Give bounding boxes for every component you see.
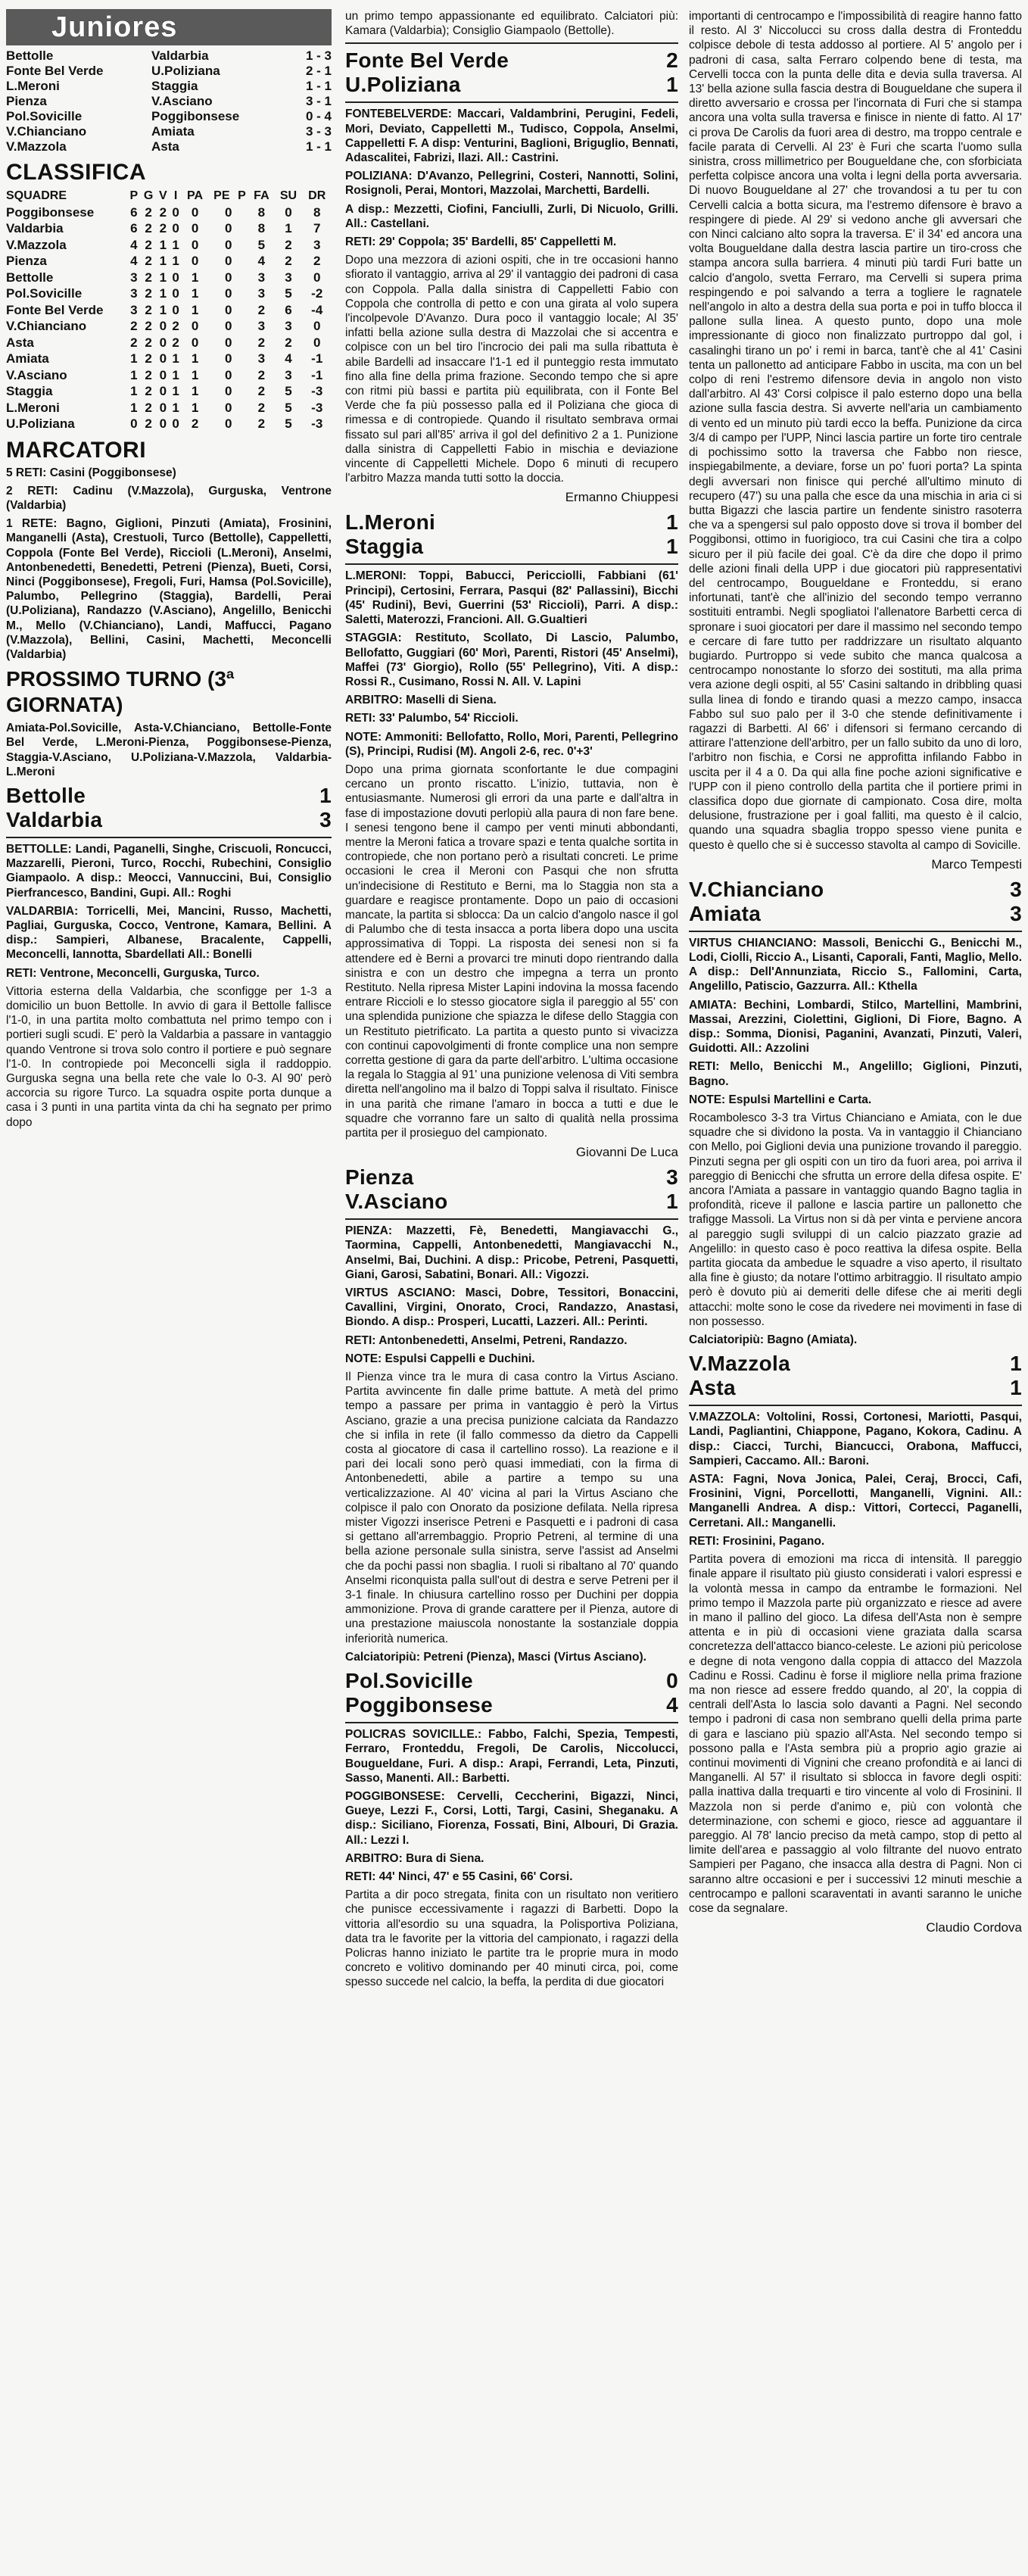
team-name: Staggia [6, 384, 53, 398]
match-report: Partita povera di emozioni ma ricca di intensità. Il pareggio finale appare il risultato più giusto considerati i valori espressi e la volontà messa in campo da entrambe le formazioni. Nel primo tempo il Mazzola parte più organizzato e riesce ad avere in mano il pallino del gioco. La difesa dell'Asta non è sempre attenta e in più di occasioni viene graziata dalla scarsa concretezza dell'attacco bianco-celeste. Le azioni più pericolose e degne di nota vengono dalla coppia di attacco del Mazzola Cadinu e Rossi. Cadinu è forse il migliore nella prima frazione ma non riesce ad essere freddo quando, al 20', la coppia di centrali dell'Asta lo lascia solo davanti a Pagni. Nel secondo tempo i padroni di casa non sembrano quelli della prima parte di gara e lasciano più spazio all'Asta. Nel secondo tempo si possono palla e l'Asta sembra più a proprio agio grazie ai continui movimenti di Vignini che creano profondità e ai lanci di Manganelli. Al 57' il risultato si sblocca in favore degli ospiti: palla inattiva dalla trequarti e tiro vincente al volo di Frosinini. Il Mazzola non si perde d'animo e, più con volontà che determinazione, con schemi e gioco, riesce ad agguantare il pareggio. Al 78' lancio preciso da metà campo, stop di petto al limite dell'area e passaggio al volo filtrante del nuovo entrato Sampieri per Pagano, che insacca alla destra di Pagni. Non ci saranno altre occasioni e per i successivi 12 minuti meschie a centrocampo e palloni scaraventati in avanti saranno le uniche cose da segnalare. [689, 1553, 1022, 1915]
stat-value: 0 [130, 416, 138, 431]
stat-value: -3 [311, 416, 323, 431]
standings-header: P [238, 189, 246, 202]
standings-title: CLASSIFICA [6, 160, 146, 185]
stat-value: 5 [285, 416, 292, 431]
stat-value: 4 [257, 254, 266, 268]
team-home: Fonte Bel Verde [345, 48, 509, 73]
standings-header: I [173, 189, 178, 202]
stat-value: 3 [257, 319, 266, 333]
goals: RETI: Mello, Benicchi M., Angelillo; Giglioni, Pinzuti, Bagno. [689, 1060, 1022, 1088]
stat-value: 3 [257, 286, 266, 301]
notes: NOTE: Espulsi Cappelli e Duchini. [345, 1352, 535, 1365]
team-name: Pienza [6, 254, 47, 268]
result-row [6, 64, 332, 79]
stat-value: 3 [257, 270, 266, 285]
standings-header: SQUADRE [6, 189, 67, 202]
stat-value: 0 [224, 221, 232, 235]
scorers-title: MARCATORI [6, 437, 147, 463]
stat-value: 1 [172, 237, 179, 252]
stat-value: 2 [145, 400, 152, 415]
lineup-away: AMIATA: Bechini, Lombardi, Stilco, Martellini, Mambrini, Massai, Arezzini, Ciolettini, Giglioni, Di Fiore, Bagno. A disp.: Somma, Dionisi, Paganini, Avanzati, Pinzuti, Valeri, Guidotti. All.: Azzolini [689, 998, 1022, 1056]
referee: ARBITRO: Bura di Siena. [345, 1851, 484, 1865]
match-header [345, 510, 678, 559]
stat-value: 0 [172, 286, 179, 301]
stat-value: 4 [130, 254, 138, 268]
divider [345, 563, 678, 565]
lineup-home: L.MERONI: Toppi, Babucci, Pericciolli, Fabbiani (61' Principi), Certosini, Ferrara, Pasqui (82' Pallassini), Bicchi (45' Rudini), Bevi, Guerrini (53' Riccioli), Parri. A disp.: Saletti, Materozzi, Francioni. All. G.Gualtieri [345, 569, 678, 627]
stat-value: 1 [191, 286, 199, 301]
stat-value: 0 [224, 416, 232, 431]
lineup-home: POLICRAS SOVICILLE.: Fabbo, Falchi, Spezia, Tempesti, Ferraro, Fronteddu, Fregoli, De Carolis, Niccolucci, Bougueldane, Furi. A disp.: Arapi, Ferrandi, Leta, Pinzuti, Sasso, Manenti. All.: Barbetti. [345, 1728, 678, 1785]
standings-header: PA [187, 189, 204, 202]
team-home: Pol.Sovicille [345, 1669, 473, 1693]
standings-row [6, 285, 332, 302]
stat-value: -2 [311, 286, 323, 301]
score-home: 3 [666, 1165, 678, 1190]
stat-value: 6 [285, 302, 292, 317]
stat-value: 2 [145, 254, 152, 268]
stat-value: 2 [145, 221, 152, 235]
referee: ARBITRO: Maselli di Siena. [345, 694, 497, 707]
standings-row [6, 237, 332, 254]
match-report: Il Pienza vince tra le mura di casa contro la Virtus Asciano. Partita avvincente fin dalle prime battute. A metà del primo tempo a passare per prima in vantaggio è però la Virtus Asciano, grazie a una precisa punizione calciata da Randazzo che si infila in rete (il fallo commesso da dietro da Cappelli costa al giocatore di casa il cartellino rosso). La reazione e il pari dei locali sono però quasi immediati, con la firma di Antonbenedetti, abile a partire a tempo su una verticalizzazione. Al 40' vicina al pari la Virtus Asciano che colpisce il palo con Onorato da posizione defilata. Nella ripresa mister Vigozzi inserisce Petreni e Pasquetti e i padroni di casa si gettano all'arrembaggio. Proprio Petreni, al termine di una bella azione personale sulla sinistra, serve l'assist ad Anselmi che da pochi passi non sbaglia. I ruoli si ribaltano al 70' quando Anselmi riconquista palla sull'out di destra e serve Petreni per il 3-1 finale. In chiusura cartellino rosso per Duchini per doppia ammonizione. Prova di grande carattere per il Pienza, autore di una prestazione maiuscola nonostante la sostanziale doppia inferiorità numerica. [345, 1371, 678, 1645]
stat-value: 1 [191, 302, 199, 317]
score-away: 3 [319, 807, 332, 831]
standings-header: SU [279, 189, 297, 202]
team-away: Poggibonsese [345, 1693, 493, 1717]
substitutes: A disp.: Mezzetti, Ciofini, Fanciulli, Zurli, Di Nicuolo, Grilli. All.: Castellani. [345, 202, 678, 230]
stat-value: 0 [159, 384, 167, 398]
standings-row [6, 270, 332, 286]
team-name: Poggibonsese [6, 204, 95, 220]
divider [689, 1405, 1022, 1406]
best-players: Calciatoripiù: Petreni (Pienza), Masci (Virtus Asciano). [345, 1650, 646, 1664]
stat-value: 2 [257, 384, 266, 398]
stat-value: -3 [311, 384, 323, 398]
stat-value: 0 [191, 319, 199, 333]
stat-value: 2 [145, 286, 152, 301]
score: 1 - 3 [305, 48, 332, 63]
author: Marco Tempesti [931, 856, 1022, 872]
standings-header: PE [213, 189, 230, 202]
stat-value: 2 [257, 400, 266, 415]
author: Ermanno Chiuppesi [565, 490, 678, 505]
divider [689, 931, 1022, 932]
stat-value: 5 [285, 384, 292, 398]
author: Claudio Cordova [926, 1920, 1022, 1935]
stat-value: 2 [130, 319, 138, 333]
divider [345, 1722, 678, 1723]
team-name: V.Asciano [6, 367, 67, 382]
stat-value: 0 [172, 204, 179, 220]
team-name: Amiata [6, 351, 49, 366]
notes: NOTE: Espulsi Martellini e Carta. [689, 1093, 872, 1106]
stat-value: 1 [130, 367, 138, 382]
result-row [6, 94, 332, 109]
team-away: U.Poliziana [345, 73, 461, 97]
lineup-home: PIENZA: Mazzetti, Fè, Benedetti, Mangiavacchi G., Taormina, Cappelli, Antonbenedetti, Mangiavacchi N., Anselmi, Bai, Duchini. A disp.: Pricobe, Petreni, Pasquetti, Giani, Garosi, Sabatini, Bonari. All.: Vigozzi. [345, 1224, 678, 1281]
stat-value: 0 [224, 319, 232, 333]
stat-value: 1 [130, 400, 138, 415]
stat-value: -4 [311, 302, 323, 317]
stat-value: 3 [257, 351, 266, 366]
match-report: Vittoria esterna della Valdarbia, che sconfigge per 1-3 a domicilio un buon Bettolle. In avvio di gara il Bettolle fallisce l'1-0, in una partita molto combattuta nel primo tempo con i portieri sugli scudi. E' però la Valdarbia a passare in vantaggio quando Ventrone si trova solo contro il portiere e può segnare l'1-0. In contropiede poi Meconcelli sigla il raddoppio. Gurguska segna una bella rete che vale lo 0-3. Al 90' però accorcia su rigore Turco. La squadra ospite porta dunque a casa i 3 punti in una partita vinta da chi ha segnato per primo dopo [6, 984, 332, 1129]
team-home: Fonte Bel Verde [6, 64, 104, 78]
goals: RETI: 29' Coppola; 35' Bardelli, 85' Cappelletti M. [345, 235, 617, 249]
lineup-home: V.MAZZOLA: Voltolini, Rossi, Cortonesi, Mariotti, Pasqui, Landi, Pagliantini, Chiappone, Pagano, Kokora, Cadinu. A disp.: Ciacci, Turchi, Biancucci, Orabona, Maffucci, Sampieri, Caccamo. All.: Baroni. [689, 1411, 1022, 1467]
lineup-away: VIRTUS ASCIANO: Masci, Dobre, Tessitori, Bonaccini, Cavallini, Virgini, Onorato, Croci, Randazzo, Anastasi, Biondo. A disp.: Prosperi, Lucatti, Lazzeri. All.: Perinti. [345, 1286, 678, 1329]
team-away: Amiata [689, 901, 762, 925]
score-home: 1 [666, 510, 678, 535]
score: 2 - 1 [305, 64, 332, 78]
team-name: Fonte Bel Verde [6, 302, 104, 317]
stat-value: 0 [224, 302, 232, 317]
team-home: Pienza [345, 1165, 414, 1190]
score-away: 3 [1010, 901, 1022, 925]
stat-value: 3 [285, 319, 292, 333]
stat-value: 0 [224, 286, 232, 301]
stat-value: 1 [159, 302, 167, 317]
stat-value: 8 [257, 221, 266, 235]
team-away: Asta [689, 1376, 736, 1400]
stat-value: 1 [159, 286, 167, 301]
match-header [689, 1352, 1022, 1400]
score-home: 3 [1010, 877, 1022, 901]
divider [345, 42, 678, 44]
standings-header: P [129, 189, 139, 202]
column-1 [6, 9, 332, 2568]
lineup-away: ASTA: Fagni, Nova Jonica, Palei, Ceraj, Brocci, Cafi, Frosinini, Vigni, Porcellotti, Manganelli, Vignini. All.: Manganelli Andrea. A disp.: Vittori, Cortecci, Paganelli, Cerretani. All.: Manganelli. [689, 1473, 1022, 1530]
continued-text: un primo tempo appassionante ed equilibrato. Calciatori più: Kamara (Valdarbia); Consiglio Giampaolo (Bettolle). [345, 10, 678, 38]
stat-value: 0 [224, 400, 232, 415]
stat-value: 5 [285, 286, 292, 301]
stat-value: 0 [224, 351, 232, 366]
stat-value: 0 [159, 400, 167, 415]
stat-value: 0 [172, 270, 179, 285]
score-away: 1 [666, 535, 678, 559]
team-home: L.Meroni [345, 510, 436, 535]
stat-value: 1 [172, 384, 179, 398]
stat-value: 0 [224, 254, 232, 268]
stat-value: 1 [172, 400, 179, 415]
author: Giovanni De Luca [575, 1145, 678, 1160]
team-name: V.Chianciano [6, 319, 87, 333]
stat-value: 6 [130, 221, 138, 235]
score-home: 1 [319, 783, 332, 807]
stat-value: 2 [145, 351, 152, 366]
stat-value: 2 [159, 204, 167, 220]
stat-value: -3 [311, 400, 323, 415]
stat-value: 2 [145, 270, 152, 285]
stat-value: 2 [172, 335, 179, 350]
scorers-1: 1 RETE: Bagno, Giglioni, Pinzuti (Amiata), Frosinini, Manganelli (Asta), Crestuoli, Turco (Bettolle), Cappelletti, Coppola (Fonte Bel Verde), Riccioli (L.Meroni), Anselmi, Antonbenedetti, Benedetti, Petreni (Pienza), Bueti, Corsi, Ninci (Poggibonsese), Fregoli, Furi, Hamsa (Pol.Sovicille), Palumbo, Pellegrino (Staggia), Bardelli, Perai (U.Poliziana), Randazzo (V.Asciano), Angelillo, Benicchi M., Mello (V.Chianciano), Landi, Maffucci, Pagano (V.Mazzola), Bellini, Casini, Machetti, Meconcelli (Valdarbia) [6, 517, 332, 661]
team-home: Bettolle [6, 783, 86, 807]
goals: RETI: Antonbenedetti, Anselmi, Petreni, Randazzo. [345, 1333, 628, 1347]
lineup-away: POLIZIANA: D'Avanzo, Pellegrini, Costeri, Nannotti, Solini, Rosignoli, Perai, Montori, Mazzolai, Marchetti, Bardelli. [345, 170, 678, 198]
score-home: 0 [666, 1669, 678, 1693]
standings-header: FA [254, 189, 269, 202]
team-away: Valdarbia [151, 48, 209, 63]
stat-value: -1 [311, 367, 323, 382]
column-3 [689, 9, 1022, 2568]
stat-value: 0 [159, 335, 167, 350]
stat-value: 0 [313, 319, 321, 333]
score: 3 - 1 [305, 94, 332, 108]
lineup-home: FONTEBELVERDE: Maccari, Valdambrini, Perugini, Fedeli, Mori, Deviato, Cappelletti M., Tudisco, Coppola, Anselmi, Cappelletti F. A disp: Venturini, Baglioni, Briguglio, Bennati, Adascalitei, Fabrizi, Ilazi. All.: Castrini. [345, 108, 678, 165]
stat-value: 1 [172, 367, 179, 382]
continued-text: importanti di centrocampo e l'impossibilità di reagire hanno fatto il resto. Al 3' Niccolucci su cross dalla destra di Fronteddu colpisce debole di testa addosso al portiere. Al 5' angolo per i padroni di casa, salta Ferraro colpendo bene di testa, ma Cervelli tocca con la punta delle dita e devia sulla traversa. Al 13' bella azione sulla fascia destra di Bougueldane che supera il diretto avversario e crossa per l'incornata di Furi che si stampa ancora una volta sulla traversa e finisce in niente di fatto. Al 17' ci prova De Carolis da fuori area di destro, ma troppo centrale e facile parata di Cervelli. Al 23' è Furi che scarta l'uomo sulla sinistra, cross millimetrico per Bougueldane che, con sforbiciata perfetta colpisce ancora una volta i legni della porta avversaria. Di nuovo Bougueldane al 27' che trovandosi a tu per tu con Cervelli calcia a botta sicura, ma l'estremo difensore è bravo a respingere di piede. Al 29' si vedono anche gli avversari che con Ninci calciano alto sopra la traversa. E' il 34' ed ancora una volta Bougueldane dalla destra lascia partire un tiro-cross che stampa ancora sulla barriera. 4 minuti più tardi Furi batte un calcio d'angolo, svetta Ferraro, ma Cervelli si supera prima respingendo e poi salvando a terra a togliere le ragnatele nell'angolo in alto a destra della sua porta e poi in tuffo blocca il pallone sulla linea. A questo punto, dopo una mole impressionante di gioco non finalizzato purtroppo dal gol, i casalinghi tirano un po' i remi in barca, tant'è che al 41' Casini tenta un pallonetto ad anticipare Fabbo in uscita, ma con un bel colpo di reni l'estremo difensore devia in angolo non visto dall'arbitro. Al 43' Corsi colpisce il palo esterno dopo una bella azione sulla fascia destra. Si avverte nell'aria un cambiamento di vento ed un minuto più tardi ecco la beffa. Punizione da circa 3/4 di campo per l'UPP, Ninci lascia partire un forte tiro centrale di pochissimo sotto la traversa che Fabbo non riesce, inspiegabilmente, a deviare, forse un po' fuori porta? La spinta degli avversari non finisce qui perché all'ultimo minuto di recupero (47') su una palla che esce da una mischia in aria ci si butta Bigazzi che lascia partire un fendente sinistro rasoterra che va a spengersi sul palo opposto dove si trova il bomber del Poggibonsi, ottimo in fuorigioco, tra cui Casini che tira a colpo sicuro per il più facile dei goal. C'è da dire che dopo il primo delle azioni finali della UPP i due giocatori più rappresentativi del centrocampo, Bougueldane e Fronteddu, si erano infortunati, tant'è che all'inizio del secondo tempo verranno sostituiti entrambi. Negli spogliatoi l'allenatore Barbetti cerca di spronare i suoi giocatori per dare il massimo nel secondo tempo e cercare di fare tutto per raddrizzare un risultato alquanto bugiardo. Purtroppo si vede subito che manca qualcosa a centrocampo nonostante lo sforzo dei sostituti, ma alla prima vera azione degli ospiti, al 55' Casini saltando in dribbling quasi sulla linea di fondo e tirando quasi a mezzo campo, insacca Fabbo sul suo palo per il 3-0 che stende definitivamente i ragazzi di Barbetti. Al 66' i difensori si fermano cercando di attirare l'attenzione dell'arbitro, per un fallo subito da uno di loro, l'arbitro non fischia, e Corsi ne approfitta infilando Fabbo in uscita per il 4 a 0. Da qui alla fine poche azioni significative e l'UPP con il pieno controllo della partita che il portiere primi in classifica dopo due giornate di campionato. Cosa dire, molta delusione, frustrazione per i goal falliti, ma questo è il calcio, quando una squadra sbaglia troppo spesso viene punita e questo è quello che si è successo stavolta al campo di Sovicille. [689, 10, 1022, 852]
standings-row [6, 367, 332, 384]
stat-value: 2 [257, 335, 266, 350]
team-home: Bettolle [6, 48, 54, 63]
stat-value: 0 [285, 204, 292, 220]
stat-value: 2 [257, 367, 266, 382]
stat-value: 0 [224, 335, 232, 350]
standings-header: G [143, 189, 154, 202]
team-away: V.Asciano [345, 1190, 448, 1214]
next-round-title: PROSSIMO TURNO (3ª GIORNATA) [6, 667, 235, 717]
standings-row [6, 416, 332, 432]
stat-value: 0 [313, 270, 321, 285]
goals: RETI: 33' Palumbo, 54' Riccioli. [345, 712, 519, 725]
team-away: Asta [151, 139, 179, 154]
team-name: Pol.Sovicille [6, 286, 83, 301]
stat-value: 0 [313, 335, 321, 350]
stat-value: 5 [257, 237, 266, 252]
goals: RETI: Ventrone, Meconcelli, Gurguska, Turco. [6, 966, 260, 980]
results-table [6, 48, 332, 154]
score: 0 - 4 [305, 109, 332, 123]
team-away: Poggibonsese [151, 109, 240, 123]
goals: RETI: Frosinini, Pagano. [689, 1534, 825, 1548]
team-home: V.Mazzola [6, 139, 67, 154]
section-title: Juniores [6, 9, 332, 45]
standings-row [6, 220, 332, 237]
divider [6, 837, 332, 838]
stat-value: 2 [130, 335, 138, 350]
team-away: U.Poliziana [151, 64, 220, 78]
stat-value: 2 [145, 302, 152, 317]
team-away: Valdarbia [6, 807, 103, 831]
stat-value: 0 [224, 384, 232, 398]
stat-value: 1 [191, 367, 199, 382]
score-away: 4 [666, 1693, 678, 1717]
stat-value: 1 [191, 270, 199, 285]
stat-value: 1 [172, 351, 179, 366]
stat-value: 2 [257, 302, 266, 317]
stat-value: 2 [145, 367, 152, 382]
stat-value: 3 [130, 286, 138, 301]
team-home: L.Meroni [6, 79, 60, 93]
stat-value: 0 [191, 335, 199, 350]
stat-value: 2 [172, 319, 179, 333]
team-away: Staggia [151, 79, 198, 93]
match-report: Dopo una mezzora di azioni ospiti, che in tre occasioni hanno sfiorato il vantaggio, arriva al 29' il vantaggio dei padroni di casa con Coppola. Palla dalla sinistra di Cappelletti Fabio con Coppola che controlla di petto e con una girata al volo supera l'incolpevole D'Avanzo. Dura poco il vantaggio locale; Al 35' infatti bella azione sulla destra di Mazzolai che si accentra e colpisce con un bel tiro l'incrocio dei pali ma sulla ribattuta è abile Bardelli ad insaccare l'1-1 ed il punteggio resta immutato fino alla fine della prima frazione. Secondo tempo che si apre con ritmi più bassi e partita più equilibrata, con il Fonte Bel Verde che fa più possesso palla ed il Poliziana che gioca di rimessa e di contropiede. Quando il risultato sembrava ormai fissato sul pari all'85' arriva il gol del definitivo 2 a 1. Punizione dalla sinistra di Cappelletti Fabio in mischia e deviazione vincente di Cappelletti Michele. Dopo 6 minuti di recupero l'arbitro Mazza manda tutti sotto la doccia. [345, 254, 678, 485]
result-row [6, 109, 332, 124]
notes: NOTE: Ammoniti: Bellofatto, Rollo, Mori, Parenti, Pellegrino (S), Principi, Rudisi (M). Angoli 2-6, rec. 0'+3' [345, 730, 678, 758]
score: 1 - 1 [305, 79, 332, 93]
score-away: 1 [666, 73, 678, 97]
stat-value: 0 [224, 270, 232, 285]
team-away: Staggia [345, 535, 424, 559]
stat-value: 2 [145, 384, 152, 398]
stat-value: 1 [285, 221, 292, 235]
match-header [6, 784, 332, 832]
standings-row [6, 383, 332, 400]
stat-value: 0 [191, 254, 199, 268]
stat-value: 4 [130, 237, 138, 252]
standings-table [6, 188, 332, 432]
stat-value: 0 [159, 351, 167, 366]
stat-value: 2 [191, 416, 199, 431]
stat-value: 2 [145, 204, 152, 220]
result-row [6, 48, 332, 64]
team-home: Pol.Sovicille [6, 109, 83, 123]
divider [345, 1218, 678, 1220]
standings-row [6, 253, 332, 270]
score-home: 2 [666, 48, 678, 73]
divider [345, 101, 678, 103]
stat-value: 1 [130, 384, 138, 398]
stat-value: 1 [191, 351, 199, 366]
team-away: Amiata [151, 124, 195, 139]
team-name: V.Mazzola [6, 237, 67, 252]
score-away: 1 [1010, 1376, 1022, 1400]
lineup-away: STAGGIA: Restituto, Scollato, Di Lascio, Palumbo, Bellofatto, Guggiari (60' Morì, Parenti, Ristori (45' Anselmi), Maffei (73' Giorgio), Rollo (55' Pellegrino), Viti. A disp.: Rossi R., Cusimano, Rossi N. All. V. Lapini [345, 632, 678, 688]
standings-row [6, 400, 332, 416]
standings-row [6, 318, 332, 335]
stat-value: 0 [159, 367, 167, 382]
stat-value: -1 [311, 351, 323, 366]
standings-row [6, 302, 332, 319]
stat-value: 0 [159, 319, 167, 333]
stat-value: 0 [172, 302, 179, 317]
stat-value: 2 [159, 221, 167, 235]
stat-value: 1 [172, 254, 179, 268]
stat-value: 6 [130, 204, 138, 220]
stat-value: 0 [172, 416, 179, 431]
stat-value: 2 [285, 237, 292, 252]
result-row [6, 124, 332, 139]
stat-value: 1 [191, 384, 199, 398]
stat-value: 3 [313, 237, 321, 252]
stat-value: 3 [285, 367, 292, 382]
stat-value: 0 [191, 221, 199, 235]
stat-value: 0 [172, 221, 179, 235]
team-home: V.Chianciano [6, 124, 87, 139]
stat-value: 0 [224, 237, 232, 252]
stat-value: 2 [285, 335, 292, 350]
stat-value: 7 [313, 221, 321, 235]
result-row [6, 79, 332, 94]
standings-row [6, 204, 332, 221]
lineup-away: VALDARBIA: Torricelli, Mei, Mancini, Russo, Machetti, Pagliai, Gurguska, Cocco, Ventrone, Kamara, Bellini. A disp.: Sampieri, Albanese, Bracalente, Cappelli, Meconcelli, Iannotta, Sbardellati All.: Bonelli [6, 904, 332, 962]
standings-header: DR [308, 189, 326, 202]
match-header [345, 1165, 678, 1214]
match-report: Dopo una prima giornata sconfortante le due compagini cercano un pronto riscatto. L'inizio, tuttavia, non è entusiasmante. Numerosi gli errori da una parte e dall'altra in fase di impostazione dovuti perlopiù alla paura di non fare bene. I senesi tengono bene il campo per venti minuti abbondanti, mentre la Meroni fatica a trovare spazi e tenta qualche sortita in contropiede, che non portano però a risultati concreti. Le prime occasioni le crea il Meroni con Pasqui che non sfrutta un'indecisione di Restituto e Berni, ma lo Staggia non sta a guardare e reagisce prontamente. Dopo un paio di occasioni mancate, la partita si sblocca: Da un calcio d'angolo nasce il gol di Palumbo che di testa insacca a porta libera dopo una uscita approssimativa di Toppi. La risposta dei senesi non si fa attendere ed è Berni a provarci tre minuti dopo rientrando dalla sinistra e con un destro che impegna a terra un pronto Restituto. Nella ripresa Mister Lapini indovina la mossa facendo entrare Riccioli e lo stesso giocatore sigla il pareggio al 55' con una splendida punizione che spiazza le difese dello Staggia con un Restituto pietrificato. La partita a questo punto si vivacizza con continui capovolgimenti di fronte complice una non sempre corretta gestione di gara da parte dell'arbitro. L'ultima occasione la regala lo Staggia al 91' una punizione velenosa di Viti sembra diretta nell'angolino ma il balzo di Toppi salva il risultato. Finisce in una parità che rimane l'amaro in bocca a tutti e due le squadre che vorranno fare un salto di qualità nella prossima partita per il prosieguo del campionato. [345, 763, 678, 1140]
stat-value: 2 [145, 319, 152, 333]
lineup-away: POGGIBONSESE: Cervelli, Ceccherini, Bigazzi, Ninci, Gueye, Lezzi F., Corsi, Lotti, Targi, Casini, Sheganaku. A disp.: Siciliano, Fiorenza, Fossati, Bini, Albouri, Di Grazia. All.: Lezzi I. [345, 1789, 678, 1847]
team-name: Bettolle [6, 270, 54, 285]
lineup-home: BETTOLLE: Landi, Paganelli, Singhe, Criscuoli, Roncucci, Mazzarelli, Pieroni, Turco, Rocchi, Rubechini, Consiglio Giampaolo. A disp.: Meocci, Vannuccini, Bui, Consiglio Pierfrancesco, Bandini, Gupi. All.: Roghi [6, 842, 332, 900]
score-away: 1 [666, 1190, 678, 1214]
team-name: Valdarbia [6, 221, 64, 235]
team-away: V.Asciano [151, 94, 213, 108]
scorers-2: 2 RETI: Cadinu (V.Mazzola), Gurguska, Ventrone (Valdarbia) [6, 484, 332, 512]
team-home: V.Mazzola [689, 1352, 790, 1376]
stat-value: 2 [145, 335, 152, 350]
team-name: L.Meroni [6, 400, 60, 415]
stat-value: 5 [285, 400, 292, 415]
stat-value: 8 [257, 204, 266, 220]
team-name: U.Poliziana [6, 416, 75, 431]
team-name: Asta [6, 335, 34, 350]
stat-value: 2 [313, 254, 321, 268]
score: 3 - 3 [305, 124, 332, 139]
best-players: Calciatoripiù: Bagno (Amiata). [689, 1333, 858, 1347]
match-report: Rocambolesco 3-3 tra Virtus Chianciano e Amiata, con le due squadre che si dividono la posta. Va in vantaggio il Chianciano con Mello, poi Giglioni devia una punizione trovando il pareggio. Pinzuti segna per gli ospiti con un tiro da fuori area, poi arriva il pareggio di Benicchi che sfrutta un errore della difesa ospite. E' ancora l'Amiata a passare in vantaggio quando Bagno taglia in profondità, riceve il pallone e lascia partire un pallonetto che trafigge Massoli. La Virtus non si dà per vinta e perviene ancora al pareggio sugli sviluppi di un calcio piazzato grazie ad Angelillo: in questo caso è poco reattiva la difesa ospite. Bella partita giocata da ambedue le squadre a viso aperto, il risultato alla fine è giusto; da notare l'ottimo arbitraggio. Il risultato ampio però è dovuto più ai demeriti delle difese che ai meriti degli attacchi: molte sono le cose da rivedere nei movimenti in fase di non possesso. [689, 1112, 1022, 1328]
stat-value: 4 [285, 351, 292, 366]
stat-value: 1 [159, 254, 167, 268]
match-header [345, 1669, 678, 1717]
stat-value: 2 [285, 254, 292, 268]
stat-value: 0 [191, 204, 199, 220]
stat-value: 3 [130, 302, 138, 317]
stat-value: 0 [159, 416, 167, 431]
stat-value: 2 [145, 416, 152, 431]
stat-value: 1 [159, 270, 167, 285]
stat-value: 2 [257, 416, 266, 431]
match-report: Partita a dir poco stregata, finita con un risultato non veritiero che punisce eccessivamente i ragazzi di Barbetti. Dopo la vittoria all'esordio su una squadra, la Polisportiva Poliziana, data tra le favorite per la vittoria del campionato, i ragazzi della Policras hanno iniziato le partite tra le proprie mura in modo concreto e volitivo dominando per 40 minuti circa, poi, come spesso succede nel calcio, la beffa, la perdita di due giocatori [345, 1888, 678, 1989]
match-header [689, 878, 1022, 926]
score: 1 - 1 [305, 139, 332, 154]
column-2 [345, 9, 678, 2568]
stat-value: 0 [224, 367, 232, 382]
team-home: Pienza [6, 94, 47, 108]
stat-value: 0 [224, 204, 232, 220]
stat-value: 8 [313, 204, 321, 220]
stat-value: 2 [145, 237, 152, 252]
result-row [6, 139, 332, 154]
stat-value: 1 [130, 351, 138, 366]
stat-value: 1 [159, 237, 167, 252]
team-home: V.Chianciano [689, 877, 824, 901]
goals: RETI: 44' Ninci, 47' e 55 Casini, 66' Corsi. [345, 1870, 573, 1883]
stat-value: 3 [285, 270, 292, 285]
stat-value: 1 [191, 400, 199, 415]
standings-row [6, 351, 332, 367]
lineup-home: VIRTUS CHIANCIANO: Massoli, Benicchi G., Benicchi M., Lodi, Ciolli, Riccio A., Lisanti, Caporali, Fanti, Maglio, Mello. A disp.: Dell'Annunziata, Riccio S., Fallomini, Carta, Angelillo, Patiscio, Gazzurra. All.: Kthella [689, 936, 1022, 993]
standings-row [6, 335, 332, 351]
scorers-5: 5 RETI: Casini (Poggibonsese) [6, 466, 176, 479]
score-home: 1 [1010, 1352, 1022, 1376]
match-header [345, 48, 678, 97]
stat-value: 0 [191, 237, 199, 252]
next-round-text: Amiata-Pol.Sovicille, Asta-V.Chianciano, Bettolle-Fonte Bel Verde, L.Meroni-Pienza, Poggibonsese-Pienza, Staggia-V.Asciano, U.Poliziana-V.Mazzola, Valdarbia-L.Meroni [6, 722, 332, 778]
stat-value: 3 [130, 270, 138, 285]
standings-header: V [159, 189, 167, 202]
